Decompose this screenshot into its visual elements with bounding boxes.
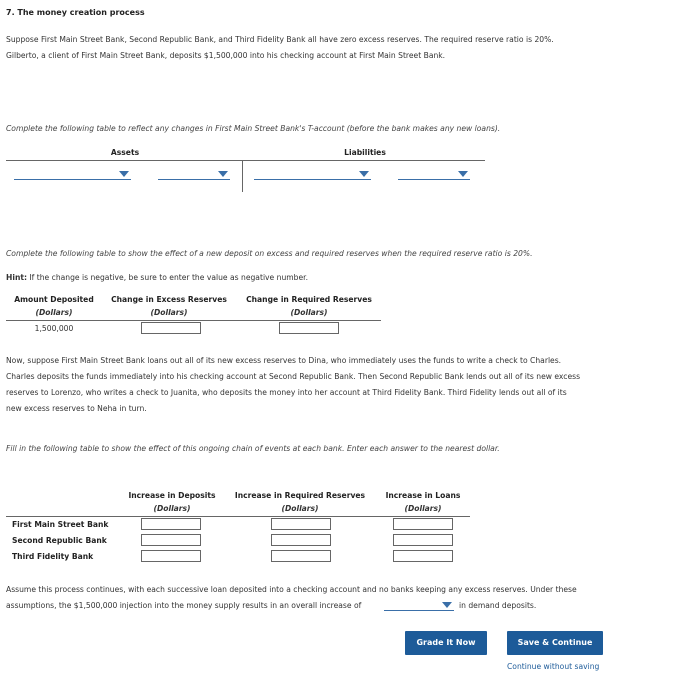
- conclusion-line-2-after: in demand deposits.: [459, 601, 537, 610]
- continue-without-saving-link[interactable]: Continue without saving: [507, 662, 600, 671]
- question-title: 7. The money creation process: [6, 8, 145, 17]
- assets-header: Assets: [110, 148, 140, 157]
- story-line-1: Now, suppose First Main Street Bank loans out all of its new excess reserves to Dina, who immediately uses the funds to write a check to Charles.: [6, 356, 562, 365]
- change-excess-reserves-input[interactable]: [141, 322, 201, 334]
- reserves-instruction: Complete the following table to show the effect of a new deposit on excess and required reserves when the required reserve ratio is 20%.: [6, 249, 533, 258]
- third-fidelity-deposits-input[interactable]: [141, 550, 201, 562]
- overall-increase-dropdown[interactable]: [384, 601, 454, 611]
- col-increase-required-reserves: Increase in Required Reserves: [234, 491, 366, 500]
- conclusion-line-2-before: assumptions, the $1,500,000 injection into the money supply results in an overall increase of: [6, 601, 362, 610]
- assets-amount-dropdown[interactable]: [158, 170, 230, 180]
- hint: [6, 270, 646, 286]
- grade-it-now-button[interactable]: Grade It Now: [405, 631, 487, 655]
- unit-label: (Dollars): [35, 308, 73, 317]
- third-fidelity-required-reserves-input[interactable]: [271, 550, 331, 562]
- story-line-3: reserves to Lorenzo, who writes a check to Juanita, who deposits the money into her account at Third Fidelity Bank. Third Fidelity lends out all of its: [6, 388, 567, 397]
- first-main-loans-input[interactable]: [393, 518, 453, 530]
- second-republic-deposits-input[interactable]: [141, 534, 201, 546]
- chain-header-rule: [6, 516, 470, 517]
- third-fidelity-loans-input[interactable]: [393, 550, 453, 562]
- chevron-down-icon: [359, 171, 369, 177]
- taccount-instruction: Complete the following table to reflect any changes in First Main Street Bank's T-account (before the bank makes any new loans).: [6, 124, 501, 133]
- taccount-header-rule: [6, 160, 485, 161]
- unit-label: (Dollars): [404, 504, 442, 513]
- liabilities-header: Liabilities: [344, 148, 386, 157]
- unit-label: (Dollars): [281, 504, 319, 513]
- chevron-down-icon: [458, 171, 468, 177]
- taccount-divider: [242, 160, 243, 192]
- col-change-excess-reserves: Change in Excess Reserves: [111, 295, 227, 304]
- change-required-reserves-input[interactable]: [279, 322, 339, 334]
- amount-deposited-value: 1,500,000: [34, 324, 74, 333]
- story-line-2: Charles deposits the funds immediately into his checking account at Second Republic Bank. Then Second Republic Bank lends out all of its new excess: [6, 372, 581, 381]
- save-and-continue-button[interactable]: Save & Continue: [507, 631, 603, 655]
- row-label-third-fidelity: Third Fidelity Bank: [12, 552, 94, 561]
- unit-label: (Dollars): [290, 308, 328, 317]
- chevron-down-icon: [218, 171, 228, 177]
- intro-line-1: Suppose First Main Street Bank, Second Republic Bank, and Third Fidelity Bank all have zero excess reserves. The required reserve ratio is 20%.: [6, 35, 554, 44]
- first-main-required-reserves-input[interactable]: [271, 518, 331, 530]
- story-line-4: new excess reserves to Neha in turn.: [6, 404, 147, 413]
- second-republic-required-reserves-input[interactable]: [271, 534, 331, 546]
- row-label-first-main-street: First Main Street Bank: [12, 520, 109, 529]
- chain-instruction: Fill in the following table to show the effect of this ongoing chain of events at each bank. Enter each answer to the nearest dollar.: [6, 444, 500, 453]
- liabilities-amount-dropdown[interactable]: [398, 170, 470, 180]
- liabilities-account-dropdown[interactable]: [254, 170, 371, 180]
- hint-text: If the change is negative, be sure to enter the value as negative number.: [27, 273, 308, 282]
- col-change-required-reserves: Change in Required Reserves: [246, 295, 372, 304]
- row-label-second-republic: Second Republic Bank: [12, 536, 107, 545]
- first-main-deposits-input[interactable]: [141, 518, 201, 530]
- reserves-header-rule: [6, 320, 381, 321]
- hint-label: Hint:: [6, 273, 28, 282]
- unit-label: (Dollars): [153, 504, 191, 513]
- col-amount-deposited: Amount Deposited: [14, 295, 94, 304]
- chevron-down-icon: [442, 602, 452, 608]
- intro-line-2: Gilberto, a client of First Main Street Bank, deposits $1,500,000 into his checking account at First Main Street Bank.: [6, 51, 446, 60]
- second-republic-loans-input[interactable]: [393, 534, 453, 546]
- col-increase-deposits: Increase in Deposits: [128, 491, 216, 500]
- assets-account-dropdown[interactable]: [14, 170, 131, 180]
- chevron-down-icon: [119, 171, 129, 177]
- col-increase-loans: Increase in Loans: [385, 491, 461, 500]
- unit-label: (Dollars): [150, 308, 188, 317]
- conclusion-line-1: Assume this process continues, with each successive loan deposited into a checking account and no banks keeping any excess reserves. Under these: [6, 585, 577, 594]
